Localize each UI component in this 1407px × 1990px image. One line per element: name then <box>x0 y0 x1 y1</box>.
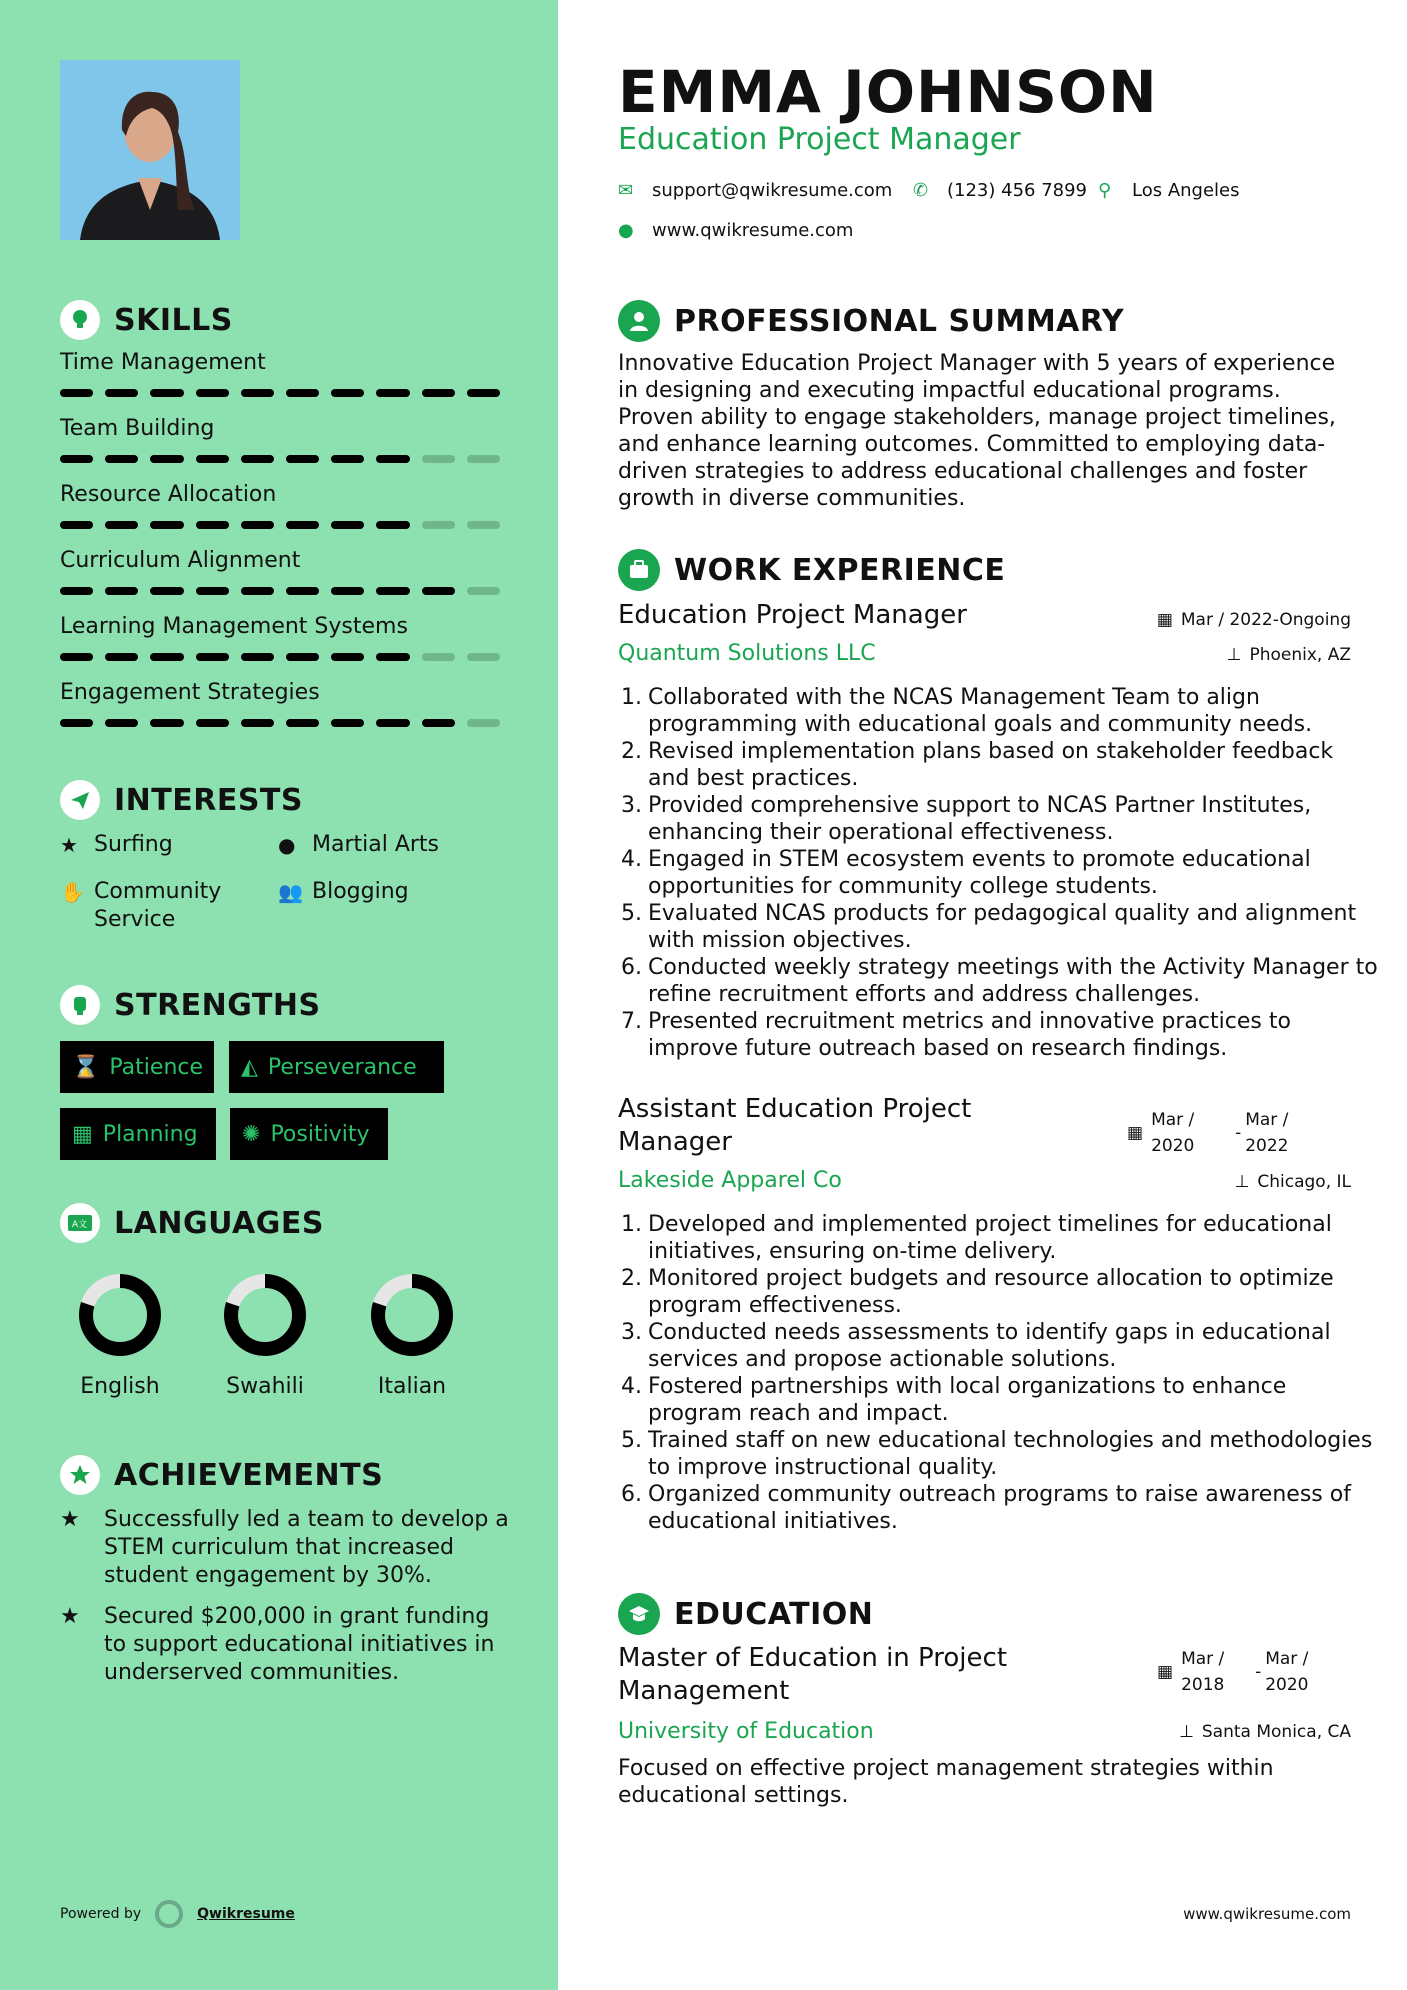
list-item <box>618 846 1378 900</box>
interest-item <box>278 831 439 859</box>
skill-item <box>60 350 500 397</box>
job-start-date <box>1151 1107 1231 1159</box>
skill-dot <box>241 389 274 397</box>
skill-rating <box>60 521 500 529</box>
list-text: Presented recruitment metrics and innovative practices to improve future outreach based on research findings. <box>648 1009 1291 1061</box>
skill-dot <box>376 389 409 397</box>
achievement-text: Secured $200,000 in grant funding to support educational initiatives in underserved communities. <box>104 1604 495 1685</box>
languages-title: LANGUAGES <box>114 1205 324 1241</box>
website-text[interactable]: www.qwikresume.com <box>652 220 854 241</box>
job-start-year: 2020 <box>1151 1136 1195 1156</box>
skill-name: Resource Allocation <box>60 482 277 507</box>
powered-by-link[interactable]: Qwikresume <box>197 1906 295 1922</box>
graduation-icon <box>618 1593 660 1635</box>
job-dates-text: Mar / 2022-Ongoing <box>1180 610 1351 630</box>
contact-phone <box>913 180 1087 201</box>
edu-start-year: 2018 <box>1181 1675 1225 1695</box>
interest-item <box>60 831 173 859</box>
skill-dot <box>467 521 500 529</box>
skill-dot <box>422 455 455 463</box>
job-location-text: Phoenix, AZ <box>1249 645 1351 665</box>
skill-rating <box>60 389 500 397</box>
skill-dot <box>467 587 500 595</box>
skill-name: Team Building <box>60 416 215 441</box>
phone-text[interactable]: (123) 456 7899 <box>947 180 1088 201</box>
list-text: Conducted weekly strategy meetings with the Activity Manager to refine recruitment efforts and address challenges. <box>648 955 1378 1007</box>
list-item <box>618 1211 1378 1265</box>
skill-rating <box>60 653 500 661</box>
skill-dot <box>467 455 500 463</box>
skill-dot <box>331 521 364 529</box>
strength-badge <box>60 1108 216 1160</box>
list-text: Monitored project budgets and resource allocation to optimize program effectiveness. <box>648 1266 1334 1318</box>
language-ring <box>367 1270 457 1360</box>
list-item <box>618 792 1378 846</box>
skill-dot <box>60 653 93 661</box>
skill-dot <box>376 587 409 595</box>
language-name: English <box>80 1374 160 1399</box>
job-location-text: Chicago, IL <box>1257 1172 1351 1192</box>
skills-heading <box>60 300 233 340</box>
interest-label: Martial Arts <box>312 832 440 857</box>
date-separator: - <box>1255 1662 1262 1682</box>
shooting-star-icon: ★ <box>60 1604 80 1629</box>
list-number: 4. <box>621 847 642 872</box>
job-dates <box>1127 1107 1357 1159</box>
list-text: Fostered partnerships with local organizations to enhance program reach and impact. <box>648 1374 1287 1426</box>
skill-dot <box>150 653 183 661</box>
experience-title: WORK EXPERIENCE <box>674 552 1006 588</box>
job-title: Assistant Education Project Manager <box>618 1094 972 1157</box>
skill-dot <box>196 455 229 463</box>
sidebar <box>0 0 558 1990</box>
skill-name: Engagement Strategies <box>60 680 320 705</box>
edu-end-year: 2020 <box>1265 1675 1309 1695</box>
job-end-month: Mar / <box>1245 1110 1289 1130</box>
summary-heading <box>618 300 1124 342</box>
paper-plane-icon <box>60 780 100 820</box>
skill-rating <box>60 587 500 595</box>
skill-dot <box>241 653 274 661</box>
skill-dot <box>60 719 93 727</box>
calendar-icon: ▦ <box>1127 1123 1144 1143</box>
skill-name: Time Management <box>60 350 266 375</box>
language-name: Swahili <box>226 1374 304 1399</box>
list-item <box>618 1265 1378 1319</box>
achievement-item <box>60 1603 510 1687</box>
skill-dot <box>331 719 364 727</box>
education-heading <box>618 1593 873 1635</box>
list-number: 4. <box>621 1374 642 1399</box>
list-item <box>618 738 1378 792</box>
skill-dot <box>467 389 500 397</box>
star-badge-icon <box>60 1455 100 1495</box>
skill-dot <box>286 455 319 463</box>
skill-dot <box>376 719 409 727</box>
strength-badge <box>230 1108 388 1160</box>
interest-item <box>278 878 409 906</box>
company-name: Lakeside Apparel Co <box>618 1168 842 1193</box>
skill-dot <box>60 389 93 397</box>
job-end-date <box>1245 1107 1325 1159</box>
candidate-title: Education Project Manager <box>618 122 1021 157</box>
list-item <box>618 684 1378 738</box>
skills-title: SKILLS <box>114 302 233 338</box>
interest-label: Blogging <box>312 879 409 904</box>
list-number: 6. <box>621 955 642 980</box>
education-location-text: Santa Monica, CA <box>1201 1722 1351 1742</box>
skill-dot <box>241 455 274 463</box>
briefcase-icon <box>618 549 660 591</box>
list-item <box>618 1319 1378 1373</box>
list-item <box>618 1427 1378 1481</box>
skill-dot <box>331 389 364 397</box>
achievement-item <box>60 1506 510 1590</box>
users-icon: 👥 <box>278 880 303 904</box>
job-start-month: Mar / <box>1151 1110 1195 1130</box>
skill-dot <box>196 521 229 529</box>
skill-dot <box>422 521 455 529</box>
achievement-text: Successfully led a team to develop a STEM curriculum that increased student engagement by 30%. <box>104 1507 509 1588</box>
contact-website <box>618 220 853 241</box>
experience-heading <box>618 549 1005 591</box>
pin-icon: ⊥ <box>1179 1722 1194 1742</box>
job-end-year: 2022 <box>1245 1136 1289 1156</box>
strength-label: Perseverance <box>267 1054 417 1080</box>
skill-dot <box>286 389 319 397</box>
skill-dot <box>196 653 229 661</box>
strength-label: Patience <box>109 1054 204 1080</box>
skill-dot <box>105 389 138 397</box>
pin-icon: ⊥ <box>1234 1172 1250 1192</box>
summary-title: PROFESSIONAL SUMMARY <box>674 303 1125 339</box>
location-text: Los Angeles <box>1132 180 1240 201</box>
list-text: Conducted needs assessments to identify gaps in educational services and propose actionable solutions. <box>648 1320 1331 1372</box>
skill-dot <box>241 719 274 727</box>
skill-dot <box>422 587 455 595</box>
edu-start-date <box>1181 1646 1251 1698</box>
skill-dot <box>467 653 500 661</box>
svg-text:A文: A文 <box>72 1220 88 1230</box>
hourglass-icon: ⌛ <box>72 1054 100 1080</box>
skill-dot <box>196 587 229 595</box>
list-text: Trained staff on new educational technologies and methodologies to improve instructional quality. <box>648 1428 1373 1480</box>
skill-dot <box>376 653 409 661</box>
skill-name: Curriculum Alignment <box>60 548 301 573</box>
skill-dot <box>422 719 455 727</box>
language-icon <box>60 1203 100 1243</box>
shooting-star-icon: ★ <box>60 1507 80 1532</box>
list-text: Provided comprehensive support to NCAS Partner Institutes, enhancing their operational effectiveness. <box>648 793 1312 845</box>
skill-dot <box>105 653 138 661</box>
skill-dot <box>196 389 229 397</box>
strength-badge <box>229 1041 444 1093</box>
globe-icon: ● <box>618 220 634 241</box>
powered-by <box>60 1900 295 1928</box>
education-description: Focused on effective project management strategies within educational settings. <box>618 1756 1274 1808</box>
job-bullets <box>618 684 1378 1062</box>
achievements-title: ACHIEVEMENTS <box>114 1457 384 1493</box>
interest-label: Surfing <box>94 832 173 857</box>
binoculars-icon: ◭ <box>241 1054 258 1080</box>
date-separator: - <box>1235 1123 1242 1143</box>
strengths-title: STRENGTHS <box>114 987 321 1023</box>
skill-dot <box>331 587 364 595</box>
list-number: 3. <box>621 1320 642 1345</box>
email-text[interactable]: support@qwikresume.com <box>652 180 893 201</box>
sun-icon: ✺ <box>242 1121 261 1147</box>
map-pin-icon: ⚲ <box>1098 180 1112 201</box>
language-item <box>205 1270 325 1399</box>
list-item <box>618 1481 1378 1535</box>
strengths-heading <box>60 985 321 1025</box>
skill-dot <box>422 389 455 397</box>
list-number: 2. <box>621 739 642 764</box>
skill-rating <box>60 719 500 727</box>
list-text: Evaluated NCAS products for pedagogical quality and alignment with mission objectives. <box>648 901 1357 953</box>
skill-dot <box>467 719 500 727</box>
job-dates <box>1157 610 1351 630</box>
list-text: Collaborated with the NCAS Management Team to align programming with educational goals and community needs. <box>648 685 1313 737</box>
skill-dot <box>331 455 364 463</box>
skill-item <box>60 680 500 727</box>
contact-email <box>618 180 892 201</box>
portrait-image <box>60 60 240 240</box>
skill-item <box>60 548 500 595</box>
pin-icon: ⊥ <box>1226 645 1242 665</box>
summary-text: Innovative Education Project Manager with 5 years of experience in designing and executing impactful educational programs. Proven ability to engage stakeholders, manage project timelines, and enhance learning outcomes. Committed to employing data-driven strategies to address educational challenges and foster growth in diverse communities. <box>618 351 1336 511</box>
contact-location <box>1098 180 1240 201</box>
job-title: Education Project Manager <box>618 600 967 630</box>
skill-dot <box>105 455 138 463</box>
skill-dot <box>150 389 183 397</box>
calendar-icon: ▦ <box>1157 1662 1174 1682</box>
education-location <box>1179 1722 1351 1742</box>
skill-dot <box>150 587 183 595</box>
language-ring <box>75 1270 165 1360</box>
hand-icon: ✋ <box>60 880 85 904</box>
language-item <box>352 1270 472 1399</box>
list-number: 3. <box>621 793 642 818</box>
languages-heading <box>60 1203 324 1243</box>
skill-dot <box>286 653 319 661</box>
fist-icon <box>60 985 100 1025</box>
language-name: Italian <box>377 1374 447 1399</box>
list-number: 1. <box>621 685 642 710</box>
powered-by-label: Powered by <box>60 1906 142 1922</box>
interest-label: Community Service <box>94 879 222 932</box>
list-number: 5. <box>621 1428 642 1453</box>
list-number: 7. <box>621 1009 642 1034</box>
skill-dot <box>241 587 274 595</box>
list-number: 5. <box>621 901 642 926</box>
skill-dot <box>105 719 138 727</box>
star-icon: ★ <box>60 833 78 857</box>
candidate-name: EMMA JOHNSON <box>618 58 1158 126</box>
user-icon <box>618 300 660 342</box>
main-content <box>558 0 1407 1990</box>
skill-item <box>60 482 500 529</box>
education-title: EDUCATION <box>674 1596 874 1632</box>
skill-rating <box>60 455 500 463</box>
list-number: 2. <box>621 1266 642 1291</box>
job-location <box>1235 1172 1351 1192</box>
qwikresume-logo-icon <box>155 1900 183 1928</box>
skill-dot <box>60 587 93 595</box>
edu-end-date <box>1265 1646 1335 1698</box>
job-location <box>1227 645 1351 665</box>
skill-item <box>60 416 500 463</box>
skill-dot <box>376 521 409 529</box>
skill-dot <box>150 521 183 529</box>
list-text: Developed and implemented project timelines for educational initiatives, ensuring on-time delivery. <box>648 1212 1332 1264</box>
skill-dot <box>286 587 319 595</box>
strength-label: Planning <box>102 1121 198 1147</box>
skill-dot <box>376 455 409 463</box>
skill-dot <box>241 521 274 529</box>
list-item <box>618 1008 1378 1062</box>
profile-photo <box>60 60 240 240</box>
skill-dot <box>286 719 319 727</box>
skill-item <box>60 614 500 661</box>
interest-item <box>60 878 260 934</box>
edu-end-month: Mar / <box>1265 1649 1309 1669</box>
skill-dot <box>60 521 93 529</box>
list-text: Organized community outreach programs to raise awareness of educational initiatives. <box>648 1482 1351 1534</box>
skill-dot <box>422 653 455 661</box>
footer-website[interactable]: www.qwikresume.com <box>1183 1905 1351 1923</box>
skill-dot <box>150 719 183 727</box>
list-item <box>618 1373 1378 1427</box>
interests-title: INTERESTS <box>114 782 303 818</box>
skill-dot <box>331 653 364 661</box>
language-ring <box>220 1270 310 1360</box>
skill-dot <box>196 719 229 727</box>
interests-heading <box>60 780 303 820</box>
edu-start-month: Mar / <box>1181 1649 1225 1669</box>
globe-icon: ● <box>278 833 296 857</box>
language-item <box>60 1270 180 1399</box>
list-number: 1. <box>621 1212 642 1237</box>
list-text: Revised implementation plans based on stakeholder feedback and best practices. <box>648 739 1334 791</box>
skill-dot <box>105 521 138 529</box>
envelope-icon: ✉ <box>618 180 634 201</box>
list-number: 6. <box>621 1482 642 1507</box>
skill-name: Learning Management Systems <box>60 614 408 639</box>
list-text: Engaged in STEM ecosystem events to promote educational opportunities for community college students. <box>648 847 1311 899</box>
degree-title: Master of Education in Project Management <box>618 1643 1008 1706</box>
list-item <box>618 954 1378 1008</box>
school-name: University of Education <box>618 1719 874 1744</box>
strength-badge <box>60 1041 214 1093</box>
job-bullets <box>618 1211 1378 1535</box>
company-name: Quantum Solutions LLC <box>618 641 876 666</box>
achievements-heading <box>60 1455 383 1495</box>
strength-label: Positivity <box>270 1121 370 1147</box>
skill-dot <box>286 521 319 529</box>
lightbulb-icon <box>60 300 100 340</box>
list-item <box>618 900 1378 954</box>
skill-dot <box>60 455 93 463</box>
phone-icon: ✆ <box>913 180 929 201</box>
education-dates <box>1157 1646 1357 1698</box>
calendar-icon: ▦ <box>72 1121 93 1147</box>
calendar-icon: ▦ <box>1156 610 1173 630</box>
skill-dot <box>105 587 138 595</box>
skill-dot <box>150 455 183 463</box>
